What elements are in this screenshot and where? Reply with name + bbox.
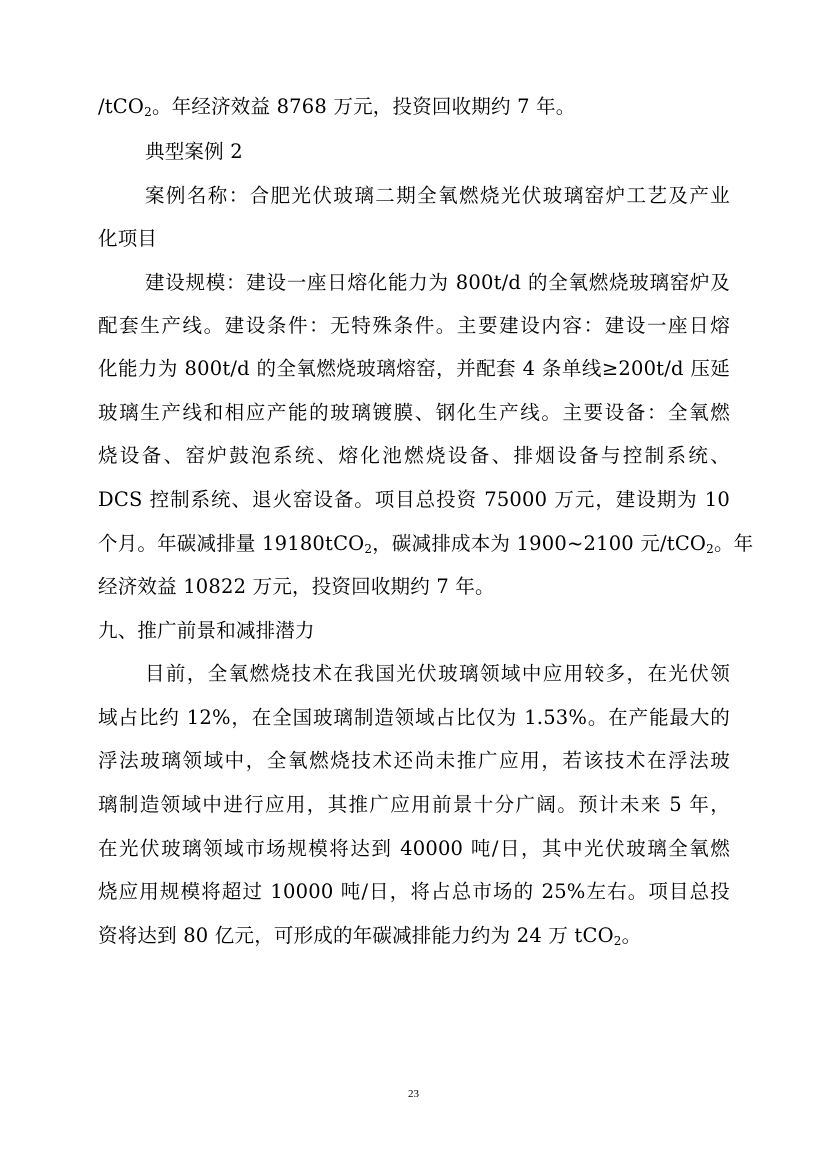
text-line-7: 化能力为 800t/d 的全氧燃烧玻璃熔窑，并配套 4 条单线≥200t/d 压延 bbox=[98, 357, 730, 380]
text-line-4: 化项目 bbox=[98, 227, 158, 250]
text-line-6: 配套生产线。建设条件：无特殊条件。主要建设内容：建设一座日熔 bbox=[98, 314, 730, 337]
text-line-20: 资将达到 80 亿元，可形成的年碳减排能力约为 24 万 tCO$_2$。 bbox=[98, 924, 642, 948]
text-line-8: 玻璃生产线和相应产能的玻璃镀膜、钢化生产线。主要设备：全氧燃 bbox=[98, 401, 730, 424]
text-line-1: /tCO$_2$。年经济效益 8768 万元，投资回收期约 7 年。 bbox=[98, 95, 576, 119]
text-line-12: 经济效益 10822 万元，投资回收期约 7 年。 bbox=[98, 575, 495, 598]
section-heading: 九、推广前景和减排潜力 bbox=[98, 619, 315, 642]
text-line-16: 浮法玻璃领域中，全氧燃烧技术还尚未推广应用，若该技术在浮法玻 bbox=[98, 749, 730, 772]
text-line-18: 在光伏玻璃领域市场规模将达到 40000 吨/日，其中光伏玻璃全氧燃 bbox=[98, 837, 730, 860]
text-line-15: 域占比约 12%，在全国玻璃制造领域占比仅为 1.53%。在产能最大的 bbox=[98, 706, 730, 729]
text-line-10: DCS 控制系统、退火窑设备。项目总投资 75000 万元，建设期为 10 bbox=[98, 488, 730, 511]
text-line-3: 案例名称：合肥光伏玻璃二期全氧燃烧光伏玻璃窑炉工艺及产业 bbox=[145, 184, 730, 207]
case-heading: 典型案例 2 bbox=[145, 140, 243, 163]
text-line-9: 烧设备、窑炉鼓泡系统、熔化池燃烧设备、排烟设备与控制系统、 bbox=[98, 444, 730, 467]
text-line-11: 个月。年碳减排量 19180tCO$_2$，碳减排成本为 1900~2100 元/tCO$_2$。年 bbox=[98, 532, 754, 556]
text-line-19: 烧应用规模将超过 10000 吨/日，将占总市场的 25%左右。项目总投 bbox=[98, 880, 730, 903]
text-line-14: 目前，全氧燃烧技术在我国光伏玻璃领域中应用较多，在光伏领 bbox=[145, 662, 730, 685]
text-line-17: 璃制造领域中进行应用，其推广应用前景十分广阔。预计未来 5 年， bbox=[98, 793, 730, 816]
page-number: 23 bbox=[408, 1088, 419, 1100]
text-line-5: 建设规模：建设一座日熔化能力为 800t/d 的全氧燃烧玻璃窑炉及 bbox=[145, 271, 730, 294]
